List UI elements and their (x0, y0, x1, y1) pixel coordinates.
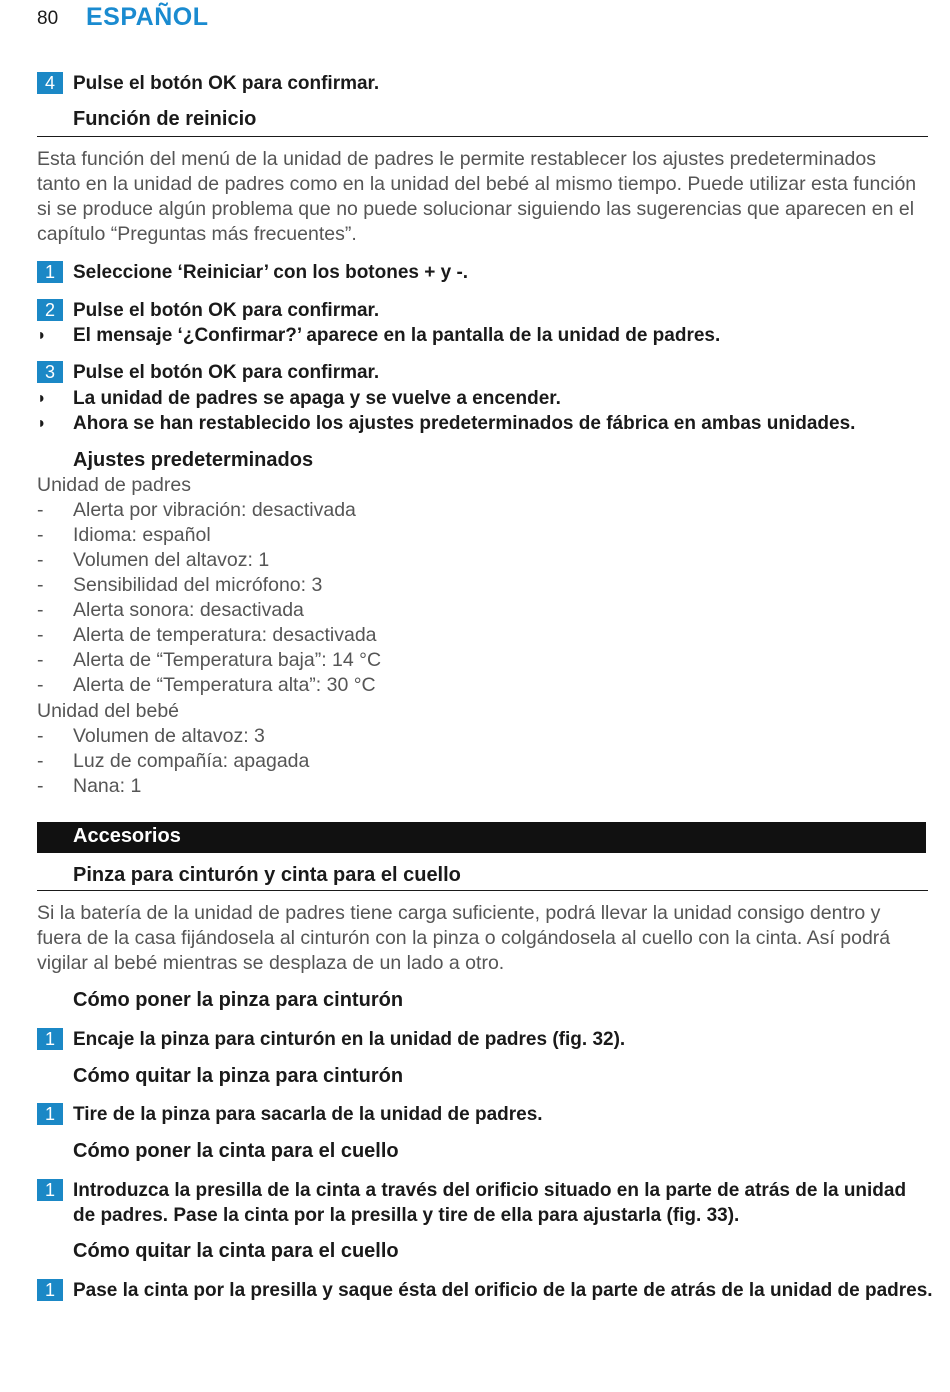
result-bullet-icon: ◗ (37, 327, 47, 344)
dash-marker: - (37, 549, 44, 571)
dash-marker: - (37, 524, 44, 546)
list-item-text: Alerta de temperatura: desactivada (73, 624, 377, 646)
step-number-badge: 1 (37, 1179, 63, 1201)
dash-marker: - (37, 649, 44, 671)
list-item-text: Alerta por vibración: desactivada (73, 499, 356, 521)
result-text: La unidad de padres se apaga y se vuelve a encender. (73, 388, 561, 409)
accessories-title: Accesorios (73, 825, 181, 847)
list-item-text: Idioma: español (73, 524, 211, 546)
result-text: Ahora se han restablecido los ajustes predeterminados de fábrica en ambas unidades. (73, 413, 856, 434)
result-bullet-icon: ◗ (37, 415, 47, 432)
list-item-text: Alerta sonora: desactivada (73, 599, 304, 621)
section-divider (37, 890, 928, 891)
section-divider (37, 136, 928, 137)
accessory-step (37, 1178, 933, 1228)
list-item-text: Sensibilidad del micrófono: 3 (73, 574, 323, 596)
step-number-badge: 2 (37, 299, 63, 321)
step-text: Pase la cinta por la presilla y saque ésta del orificio de la parte de atrás de la unidad de padres. (73, 1280, 933, 1301)
result-bullet-icon: ◗ (37, 390, 47, 407)
list-item-text: Volumen del altavoz: 1 (73, 549, 270, 571)
reset-intro-paragraph: Esta función del menú de la unidad de padres le permite restablecer los ajustes predeterminados tanto en la unidad de padres como en la unidad del bebé al mismo tiempo. Puede utilizar esta función si se produce algún problema que no puede solucionar siguiendo las sugerencias que aparecen en el capítulo “Preguntas más frecuentes”. (37, 148, 917, 245)
section-title-defaults: Ajustes predeterminados (73, 449, 314, 471)
step-number-badge: 4 (37, 72, 63, 94)
step-number-badge: 3 (37, 361, 63, 383)
step-number-badge: 1 (37, 1279, 63, 1301)
accessory-step (37, 1027, 933, 1052)
step-4 (37, 71, 933, 96)
reset-result-3a (37, 386, 933, 411)
subsection-title: Cómo poner la cinta para el cuello (73, 1140, 399, 1162)
dash-marker: - (37, 599, 44, 621)
step-text: Pulse el botón OK para confirmar. (73, 362, 380, 383)
language-heading: ESPAÑOL (86, 3, 209, 31)
step-text: Pulse el botón OK para confirmar. (73, 73, 380, 94)
accessories-intro-paragraph: Si la batería de la unidad de padres tiene carga suficiente, podrá llevar la unidad consigo dentro y fuera de la casa fijándosela al cinturón con la pinza o colgándosela al cuello con la cinta. Así podrá vigilar al bebé mientras se desplaza de un lado a otro. (37, 902, 891, 974)
subsection-title: Cómo quitar la cinta para el cuello (73, 1240, 399, 1262)
reset-step-3 (37, 360, 933, 385)
dash-marker: - (37, 574, 44, 596)
list-item-text: Volumen de altavoz: 3 (73, 725, 265, 747)
accessory-step (37, 1102, 933, 1127)
page-number: 80 (37, 8, 59, 29)
list-item-text: Luz de compañía: apagada (73, 750, 310, 772)
list-item-text: Alerta de “Temperatura baja”: 14 °C (73, 649, 382, 671)
reset-result-3b (37, 411, 933, 436)
reset-step-1 (37, 260, 933, 285)
step-text: Introduzca la presilla de la cinta a través del orificio situado en la parte de atrás de la unidad de padres. Pase la cinta por la presilla y tire de ella para ajustarla (fig. 33). (73, 1180, 907, 1226)
dash-marker: - (37, 725, 44, 747)
list-item-text: Alerta de “Temperatura alta”: 30 °C (73, 674, 376, 696)
step-text: Pulse el botón OK para confirmar. (73, 300, 380, 321)
accessories-section-bar (37, 822, 926, 853)
subsection-title: Cómo poner la pinza para cinturón (73, 989, 404, 1011)
section-title-clip-cord: Pinza para cinturón y cinta para el cuello (73, 864, 461, 886)
step-text: Seleccione ‘Reiniciar’ con los botones + y -. (73, 262, 469, 283)
section-title-reset: Función de reinicio (73, 108, 257, 130)
list-item-text: Nana: 1 (73, 775, 142, 797)
step-number-badge: 1 (37, 261, 63, 283)
result-text: El mensaje ‘¿Confirmar?’ aparece en la pantalla de la unidad de padres. (73, 325, 721, 346)
dash-marker: - (37, 624, 44, 646)
subsection-title: Cómo quitar la pinza para cinturón (73, 1065, 404, 1087)
step-number-badge: 1 (37, 1028, 63, 1050)
accessory-step (37, 1278, 933, 1303)
reset-result-2 (37, 323, 933, 348)
parent-unit-label: Unidad de padres (37, 474, 191, 496)
step-text: Tire de la pinza para sacarla de la unidad de padres. (73, 1104, 543, 1125)
dash-marker: - (37, 674, 44, 696)
reset-step-2 (37, 298, 933, 323)
dash-marker: - (37, 750, 44, 772)
step-text: Encaje la pinza para cinturón en la unidad de padres (fig. 32). (73, 1029, 626, 1050)
dash-marker: - (37, 775, 44, 797)
step-number-badge: 1 (37, 1103, 63, 1125)
baby-unit-label: Unidad del bebé (37, 700, 180, 722)
dash-marker: - (37, 499, 44, 521)
